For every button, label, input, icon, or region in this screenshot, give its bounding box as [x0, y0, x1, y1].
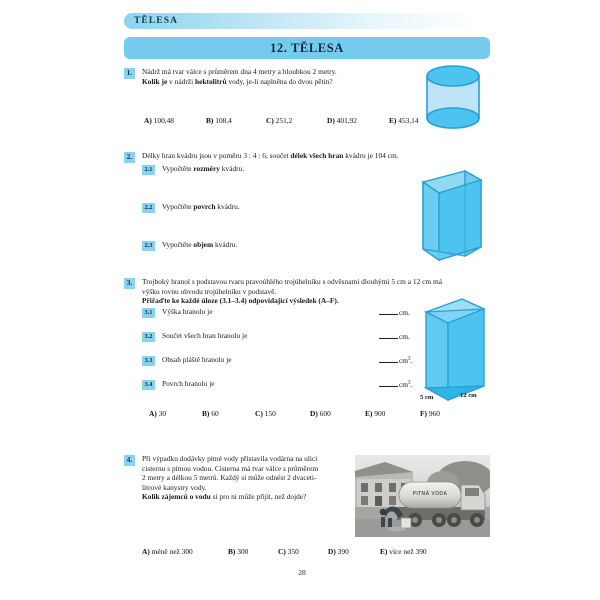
task-3-2-number: 3.2 [142, 332, 155, 342]
task-3-instruction: Přiřaďte ke každé úloze (3.1–3.4) odpovídající výsledek (A–F). [142, 296, 339, 306]
prism-label-leg-left: 5 cm [420, 394, 434, 401]
task-3-2-text: Součet všech hran hranolu je [162, 331, 248, 340]
task-4-text [142, 454, 364, 502]
task-1-line2-end: vody, je-li naplněna do dvou pětin? [226, 76, 333, 86]
task-2-2-text: Vypočtěte povrch kvádru. [162, 202, 240, 211]
task-3-3-number: 3.3 [142, 356, 155, 366]
task-2-3-number: 2.3 [142, 241, 155, 251]
task-3-line2: výšku rovnu obvodu trojúhelníku v podstavě. [142, 286, 277, 296]
task-2-1-text: Vypočtěte rozměry kvádru. [162, 164, 245, 173]
task-4-line3: 2 metry a délkou 5 metrů. Každý si může odnést 2 dvaceti- [142, 473, 317, 483]
task-1-option-a[interactable]: A) 100,48 [144, 116, 174, 125]
page-number: 28 [298, 568, 306, 577]
task-3-2-answer-blank[interactable]: cm. [379, 331, 410, 341]
task-3-number: 3. [124, 278, 135, 289]
triangular-prism-figure [422, 296, 494, 412]
cuboid-svg [420, 168, 484, 264]
task-1-option-b[interactable]: B) 108,4 [206, 116, 232, 125]
task-3-line1: Trojboký hranol s podstavou tvaru pravoúhlého trojúhelníku s odvěsnami dlouhými 5 cm a 12 cm má [142, 277, 443, 286]
task-2-text-bold: délek všech hran [290, 151, 344, 160]
task-2-text-post: kvádru je 104 cm. [343, 151, 399, 160]
task-2-text-pre: Délky hran kvádru jsou v poměru 3 : 4 : 6, součet [142, 151, 291, 160]
task-3-text [142, 277, 452, 306]
task-3-4-number: 3.4 [142, 380, 155, 390]
task-4-question-tail: si pro ni může přijít, než dojde? [210, 492, 307, 502]
task-4-option-b[interactable]: B) 300 [228, 547, 249, 556]
task-1-text [142, 67, 442, 86]
cuboid-figure [420, 168, 484, 264]
task-3-option-d[interactable]: D) 600 [310, 409, 331, 418]
task-1-option-d[interactable]: D) 401,92 [327, 116, 357, 125]
running-head-banner [124, 13, 480, 29]
task-4-number: 4. [124, 455, 135, 466]
svg-text:PITNÁ VODA: PITNÁ VODA [412, 491, 448, 497]
task-3-3-answer-blank[interactable]: $cm^2$. [379, 355, 412, 365]
cylinder-svg [424, 64, 482, 136]
task-3-option-e[interactable]: E) 900 [365, 409, 386, 418]
task-1-line1: Nádrž má tvar válce s průměrem dna 4 metry a hloubkou 2 metry. [142, 67, 337, 76]
task-1-option-e[interactable]: E) 453,14 [389, 116, 419, 125]
prism-label-leg-right: 12 cm [460, 392, 477, 399]
water-tanker-photo-svg [355, 455, 490, 537]
task-3-option-c[interactable]: C) 150 [255, 409, 276, 418]
task-4-line2: cisternu s pitnou vodou. Cisterna má tvar válce s průměrem [142, 463, 319, 473]
task-1-bold-hektolitru: hektolitrů [194, 76, 227, 86]
task-2-number: 2. [124, 152, 135, 163]
running-head-label: TĚLESA [134, 16, 179, 26]
task-1-bold-kolik: Kolik je [142, 76, 168, 86]
chapter-title: 12. TĚLESA [270, 40, 344, 55]
task-4-option-a[interactable]: A) méně než 300 [142, 547, 193, 556]
task-2-2-number: 2.2 [142, 203, 155, 213]
task-4-line4: litrové kanystry vody. [142, 482, 207, 492]
cylinder-figure [424, 64, 482, 136]
task-2-text [142, 151, 442, 161]
task-1-mid: v nádrži [167, 76, 195, 86]
task-3-1-text: Výška hranolu je [162, 307, 213, 316]
task-3-option-f[interactable]: F) 960 [420, 409, 440, 418]
task-3-1-answer-blank[interactable]: cm. [379, 307, 410, 317]
chapter-title-bar [124, 37, 490, 59]
task-4-options [142, 547, 427, 556]
task-2-3-text: Vypočtěte objem kvádru. [162, 240, 238, 249]
task-4-option-e[interactable]: E) více než 390 [380, 547, 427, 556]
task-4-bold-question: Kolik zájemců o vodu [142, 492, 211, 502]
task-3-4-text: Povrch hranolu je [162, 379, 215, 388]
task-3-option-b[interactable]: B) 60 [202, 409, 219, 418]
task-4-line1: Při výpadku dodávky pitné vody přistavila vodárna na ulici [142, 454, 318, 463]
task-3-option-a[interactable]: A) 30 [149, 409, 167, 418]
task-1-option-c[interactable]: C) 251,2 [266, 116, 293, 125]
task-4-option-d[interactable]: D) 390 [328, 547, 349, 556]
task-1-options [144, 116, 419, 125]
task-3-1-number: 3.1 [142, 308, 155, 318]
task-4-option-c[interactable]: C) 350 [278, 547, 299, 556]
task-3-options [149, 409, 440, 418]
task-3-3-text: Obsah pláště hranolu je [162, 355, 232, 364]
task-3-4-answer-blank[interactable]: $cm^2$. [379, 379, 412, 389]
water-tanker-photo [355, 455, 490, 537]
task-2-1-number: 2.1 [142, 165, 155, 175]
task-1-number: 1. [124, 68, 135, 79]
